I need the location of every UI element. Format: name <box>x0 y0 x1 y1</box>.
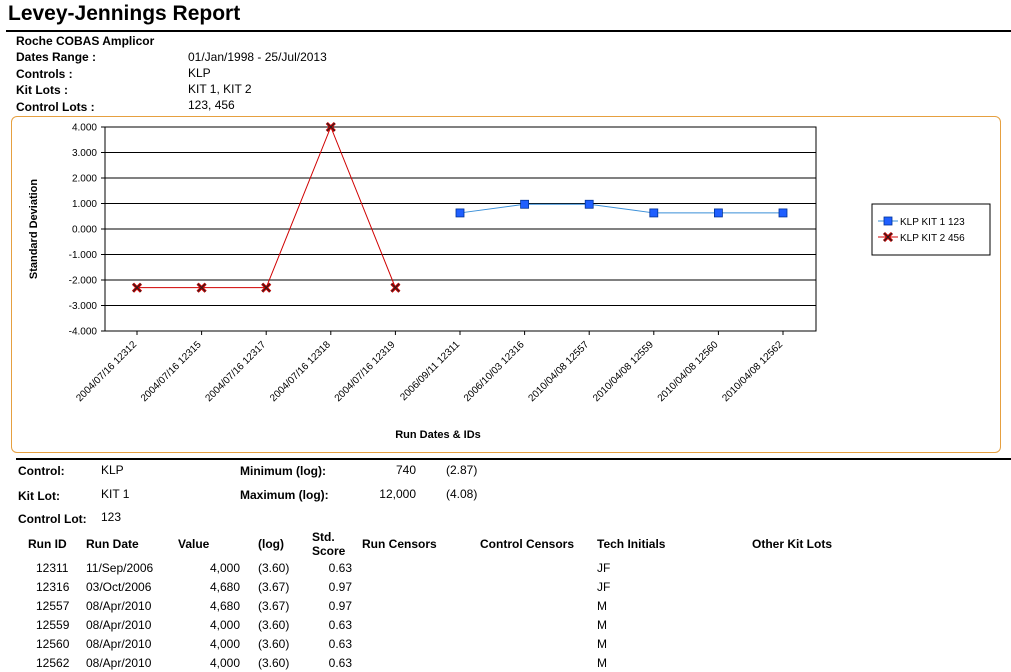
cell-tech-initials: M <box>597 636 607 651</box>
minimum-log: (2.87) <box>446 463 478 477</box>
data-point <box>521 200 529 208</box>
cell-log: (3.60) <box>258 560 290 575</box>
y-tick-label: 3.000 <box>71 148 97 159</box>
cell-std-score: 0.97 <box>328 598 352 613</box>
cell-value: 4,000 <box>209 636 240 651</box>
cell-log: (3.60) <box>258 655 290 670</box>
cell-run-id: 12560 <box>36 636 70 651</box>
runs-table <box>28 530 852 672</box>
cell-run-censors <box>362 634 480 653</box>
y-tick-label: -1.000 <box>68 250 97 261</box>
cell-log: (3.67) <box>258 579 290 594</box>
maximum-label: Maximum (log): <box>240 488 329 502</box>
maximum-log: (4.08) <box>446 487 478 501</box>
cell-run-id: 12557 <box>36 598 70 613</box>
report-title: Levey-Jennings Report <box>8 2 241 25</box>
cell-std-score: 0.63 <box>328 560 352 575</box>
control-lots-value: 123, 456 <box>188 98 235 112</box>
cell-run-censors <box>362 653 480 672</box>
legend-marker <box>884 217 892 225</box>
cell-std-score: 0.97 <box>328 579 352 594</box>
minimum-label: Minimum (log): <box>240 464 326 478</box>
cell-run-date: 08/Apr/2010 <box>86 655 152 670</box>
table-row <box>28 558 852 577</box>
control-label: Control: <box>18 464 65 478</box>
x-tick-label: 2004/07/16 12312 <box>74 339 140 405</box>
col-run-date: Run Date <box>86 537 139 551</box>
kit-lot-label: Kit Lot: <box>18 489 60 503</box>
col-value: Value <box>178 537 210 551</box>
cell-other-kit-lots <box>752 596 852 615</box>
cell-log: (3.67) <box>258 598 290 613</box>
dates-range-label: Dates Range : <box>16 50 97 64</box>
y-tick-label: 4.000 <box>71 122 97 134</box>
section-divider <box>16 458 1011 460</box>
cell-other-kit-lots <box>752 615 852 634</box>
x-tick-label: 2010/04/08 12562 <box>720 339 786 405</box>
assay-name: Roche COBAS Amplicor <box>16 34 155 48</box>
x-tick-label: 2010/04/08 12560 <box>655 339 721 405</box>
data-point <box>456 209 464 217</box>
col-other-kit-lots: Other Kit Lots <box>752 537 832 551</box>
y-axis-title: Standard Deviation <box>28 178 40 280</box>
cell-tech-initials: M <box>597 655 607 670</box>
y-tick-label: -3.000 <box>68 301 97 312</box>
cell-std-score: 0.63 <box>328 636 352 651</box>
cell-run-date: 08/Apr/2010 <box>86 636 152 651</box>
data-point <box>779 209 787 217</box>
y-tick-label: 0.000 <box>71 224 97 236</box>
cell-run-censors <box>362 615 480 634</box>
maximum-value: 12,000 <box>379 487 416 501</box>
cell-value: 4,000 <box>209 560 240 575</box>
cell-value: 4,680 <box>209 579 240 594</box>
x-tick-label: 2010/04/08 12557 <box>526 339 592 405</box>
cell-control-censors <box>480 596 597 615</box>
table-row <box>28 634 852 653</box>
x-tick-label: 2010/04/08 12559 <box>591 339 656 405</box>
y-tick-label: 2.000 <box>71 173 97 185</box>
cell-run-date: 11/Sep/2006 <box>86 560 154 575</box>
y-tick-label: -4.000 <box>68 326 97 338</box>
cell-log: (3.60) <box>258 617 290 632</box>
x-tick-label: 2004/07/16 12318 <box>268 339 333 405</box>
cell-run-id: 12316 <box>36 579 70 594</box>
cell-value: 4,000 <box>209 655 240 670</box>
table-row <box>28 577 852 596</box>
x-tick-label: 2004/07/16 12315 <box>138 339 204 405</box>
control-lots-label: Control Lots : <box>16 100 95 114</box>
cell-control-censors <box>480 615 597 634</box>
cell-log: (3.60) <box>258 636 290 651</box>
control-lot-value: 123 <box>101 510 122 524</box>
data-point <box>714 209 722 217</box>
table-row <box>28 596 852 615</box>
col-log: (log) <box>258 537 284 551</box>
table-header-row <box>28 530 852 558</box>
cell-other-kit-lots <box>752 634 852 653</box>
cell-tech-initials: JF <box>597 560 611 575</box>
minimum-value: 740 <box>395 463 416 477</box>
cell-run-date: 08/Apr/2010 <box>86 598 152 613</box>
col-std-score: Std. Score <box>312 530 346 558</box>
col-tech-initials: Tech Initials <box>597 537 666 551</box>
y-tick-label: 1.000 <box>71 199 97 210</box>
cell-run-id: 12562 <box>36 655 70 670</box>
cell-run-date: 08/Apr/2010 <box>86 617 152 632</box>
y-tick-label: -2.000 <box>68 275 97 287</box>
legend-label: KLP KIT 1 123 <box>900 217 965 228</box>
control-lot-label: Control Lot: <box>18 512 87 526</box>
col-run-id: Run ID <box>28 537 67 551</box>
x-tick-label: 2006/10/03 12316 <box>461 339 527 405</box>
cell-run-censors <box>362 577 480 596</box>
cell-tech-initials: M <box>597 598 607 613</box>
cell-other-kit-lots <box>752 558 852 577</box>
cell-control-censors <box>480 653 597 672</box>
dates-range-value: 01/Jan/1998 - 25/Jul/2013 <box>188 50 327 64</box>
cell-run-id: 12311 <box>36 560 69 575</box>
cell-run-id: 12559 <box>36 617 70 632</box>
cell-value: 4,680 <box>209 598 240 613</box>
x-tick-label: 2004/07/16 12319 <box>332 339 398 405</box>
controls-value: KLP <box>188 66 211 80</box>
cell-run-censors <box>362 596 480 615</box>
cell-control-censors <box>480 634 597 653</box>
kit-lots-value: KIT 1, KIT 2 <box>188 82 252 96</box>
kit-lots-label: Kit Lots : <box>16 83 68 97</box>
cell-run-date: 03/Oct/2006 <box>86 579 152 594</box>
col-control-censors: Control Censors <box>480 537 575 551</box>
control-value: KLP <box>101 463 124 477</box>
x-axis-title: Run Dates & IDs <box>395 429 481 441</box>
table-row <box>28 653 852 672</box>
data-point <box>650 209 658 217</box>
controls-label: Controls : <box>16 67 73 81</box>
cell-control-censors <box>480 577 597 596</box>
cell-other-kit-lots <box>752 653 852 672</box>
data-point <box>585 200 593 208</box>
table-row <box>28 615 852 634</box>
cell-control-censors <box>480 558 597 577</box>
cell-other-kit-lots <box>752 577 852 596</box>
legend-label: KLP KIT 2 456 <box>900 233 965 244</box>
legend-box <box>872 204 990 255</box>
cell-std-score: 0.63 <box>328 617 352 632</box>
cell-tech-initials: JF <box>597 579 611 594</box>
cell-value: 4,000 <box>209 617 240 632</box>
cell-std-score: 0.63 <box>328 655 352 670</box>
cell-run-censors <box>362 558 480 577</box>
x-tick-label: 2004/07/16 12317 <box>203 339 269 405</box>
cell-tech-initials: M <box>597 617 607 632</box>
x-tick-label: 2006/09/11 12311 <box>398 339 463 404</box>
kit-lot-value: KIT 1 <box>101 487 130 501</box>
col-run-censors: Run Censors <box>362 537 437 551</box>
